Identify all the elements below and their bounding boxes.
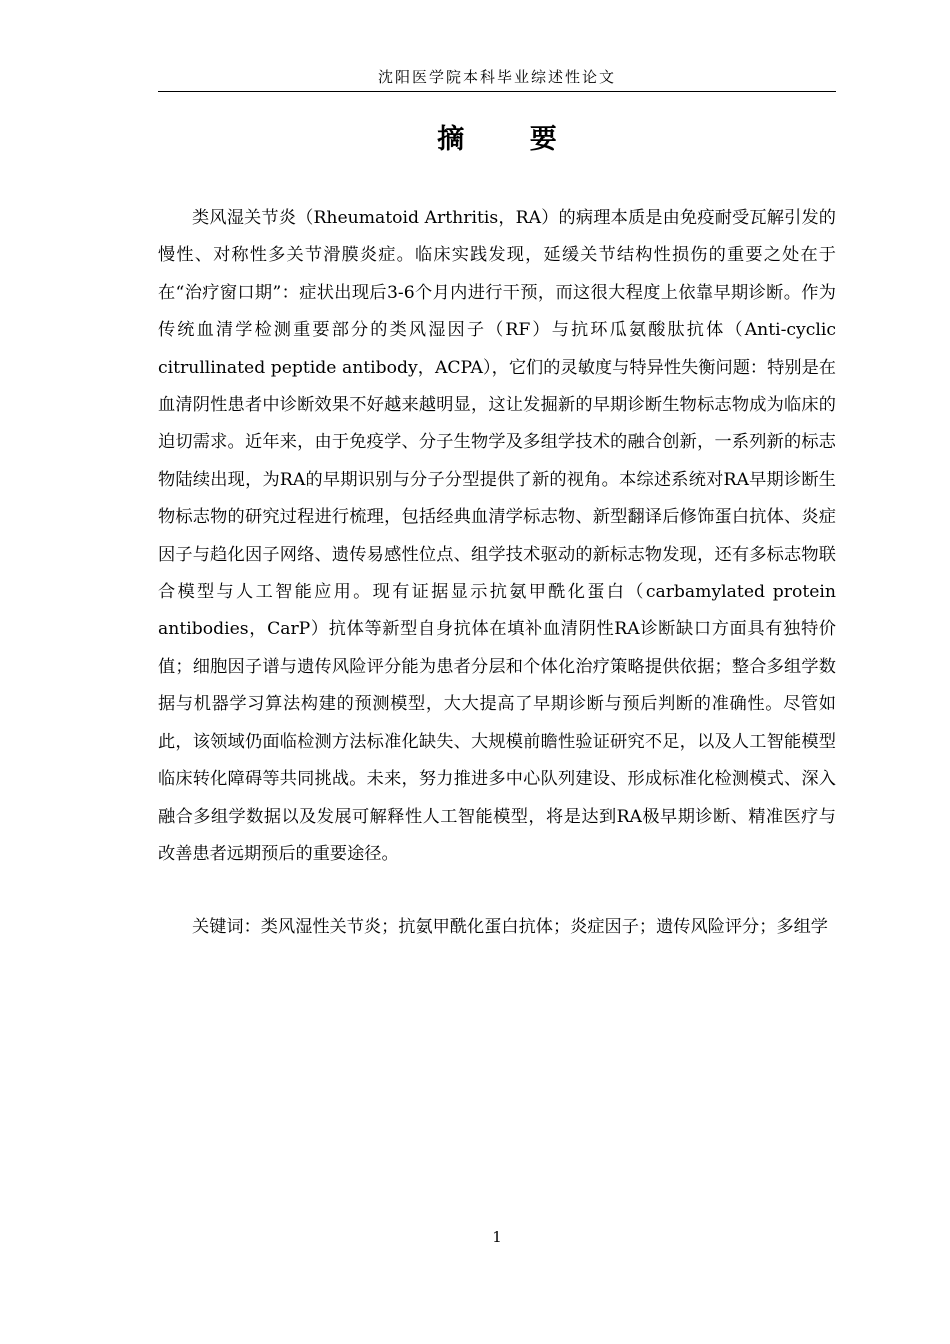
header-divider xyxy=(158,91,836,92)
running-header: 沈阳医学院本科毕业综述性论文 xyxy=(377,68,616,86)
keywords-label: 关键词： xyxy=(192,917,261,937)
page-number: 1 xyxy=(492,1228,502,1246)
keywords-list: 类风湿性关节炎；抗氨甲酰化蛋白抗体；炎症因子；遗传风险评分；多组学 xyxy=(260,917,828,937)
abstract-paragraph: 类风湿关节炎（Rheumatoid Arthritis，RA）的病理本质是由免疫耐受瓦解引发的慢性、对称性多关节滑膜炎症。临床实践发现，延缓关节结构性损伤的重要之处在于在“治疗窗口期”：症状出现后3-6个月内进行干预，而这很大程度上依靠早期诊断。作为传统血清学检测重要部分的类风湿因子（RF）与抗环瓜氨酸肽抗体（Anti-cyclic citrullinated peptide antibody，ACPA），它们的灵敏度与特异性失衡问题：特别是在血清阴性患者中诊断效果不好越来越明显，这让发掘新的早期诊断生物标志物成为临床的迫切需求。近年来，由于免疫学、分子生物学及多组学技术的融合创新，一系列新的标志物陆续出现，为RA的早期识别与分子分型提供了新的视角。本综述系统对RA早期诊断生物标志物的研究过程进行梳理，包括经典血清学标志物、新型翻译后修饰蛋白抗体、炎症因子与趋化因子网络、遗传易感性位点、组学技术驱动的新标志物发现，还有多标志物联合模型与人工智能应用。现有证据显示抗氨甲酰化蛋白（carbamylated protein antibodies，CarP）抗体等新型自身抗体在填补血清阴性RA诊断缺口方面具有独特价值；细胞因子谱与遗传风险评分能为患者分层和个体化治疗策略提供依据；整合多组学数据与机器学习算法构建的预测模型，大大提高了早期诊断与预后判断的准确性。尽管如此，该领域仍面临检测方法标准化缺失、大规模前瞻性验证研究不足，以及人工智能模型临床转化障碍等共同挑战。未来，努力推进多中心队列建设、形成标准化检测模式、深入融合多组学数据以及发展可解释性人工智能模型，将是达到RA极早期诊断、精准医疗与改善患者远期预后的重要途径。 xyxy=(158,208,836,864)
abstract-title: 摘 要 xyxy=(437,124,585,155)
keywords-paragraph xyxy=(158,909,836,946)
